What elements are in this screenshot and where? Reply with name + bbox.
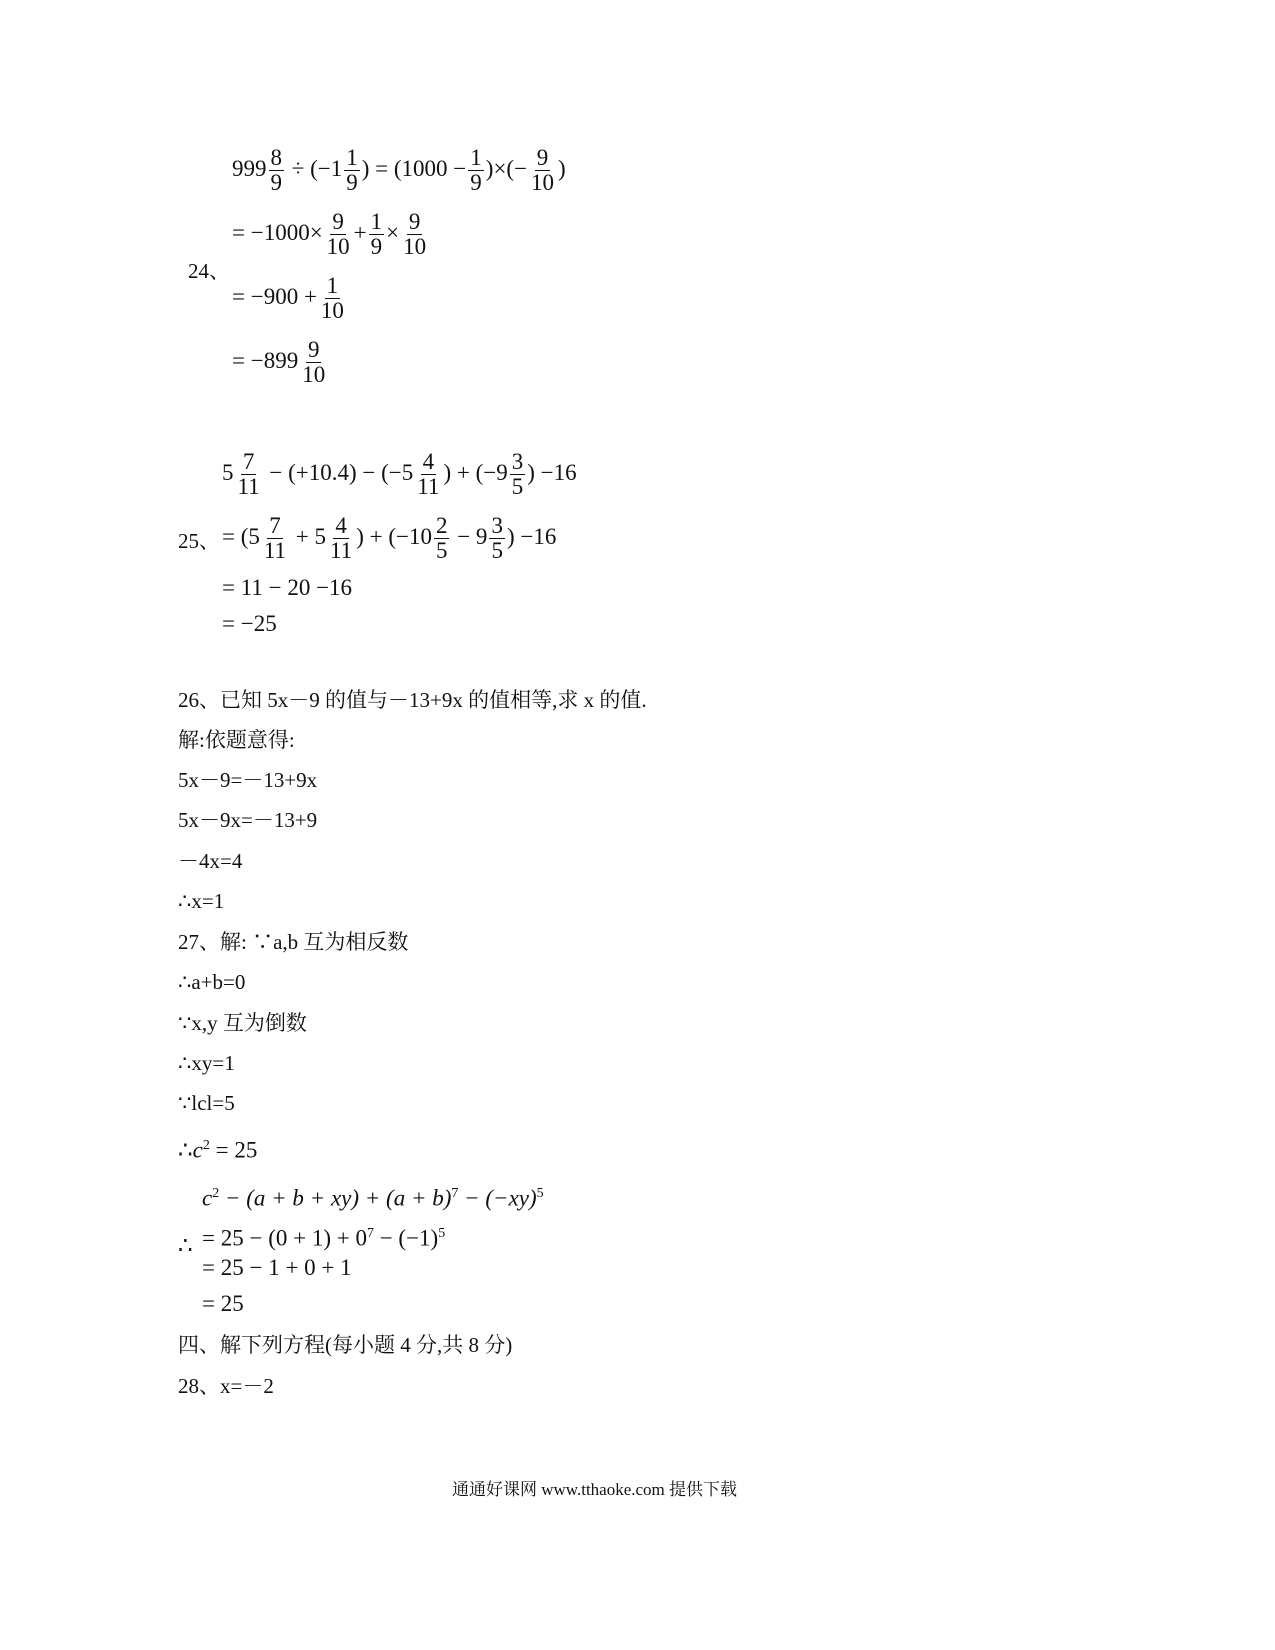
q28-answer: 28、x=－2 bbox=[178, 1374, 274, 1398]
fraction: $\frac{9}{10}$ bbox=[302, 337, 326, 387]
fraction: $\frac{1}{10}$ bbox=[320, 273, 344, 323]
fraction: $\frac{9}{10}$ bbox=[403, 209, 427, 259]
page-footer: 通通好课网 www.tthaoke.com 提供下载 bbox=[452, 1480, 738, 1499]
fraction: $\frac{1}{9}$ bbox=[346, 145, 358, 195]
q27-line: ∵x,y 互为倒数 bbox=[178, 1011, 307, 1035]
section-heading: 四、解下列方程(每小题 4 分,共 8 分) bbox=[178, 1333, 513, 1357]
q27-line: ∴xy=1 bbox=[178, 1051, 235, 1075]
fraction: $\frac{7}{11}$ bbox=[237, 449, 260, 499]
q25-line-3: = 11 − 20 −16 bbox=[222, 575, 353, 600]
fraction: $\frac{2}{5}$ bbox=[435, 513, 448, 563]
q26-line: －4x=4 bbox=[178, 849, 243, 873]
q24-line-2: = −1000× $\frac{9}{10}$ + $\frac{1}{9}$ × $\frac{9}{10}$ bbox=[232, 209, 427, 259]
fraction: $\frac{9}{10}$ bbox=[326, 209, 350, 259]
q27-line: ∴a+b=0 bbox=[178, 970, 246, 994]
q25-line-4: = −25 bbox=[222, 611, 277, 636]
q27-line: 27、解: ∵a,b 互为相反数 bbox=[178, 930, 409, 954]
q27-expr-3: = 25 − 1 + 0 + 1 bbox=[202, 1255, 352, 1280]
q25-label: 25、 bbox=[178, 529, 220, 553]
fraction: $\frac{3}{5}$ bbox=[511, 449, 524, 499]
q26-line: ∴x=1 bbox=[178, 889, 225, 913]
q26-line: 5x－9x=－13+9 bbox=[178, 808, 318, 832]
q26-line: 解:依题意得: bbox=[178, 728, 295, 752]
fraction: $\frac{1}{9}$ bbox=[370, 209, 383, 259]
q27-line: ∵lcl=5 bbox=[178, 1091, 235, 1115]
fraction: $\frac{9}{10}$ bbox=[531, 145, 555, 195]
q25-line-2: = (5 $\frac{7}{11}$ + 5 $\frac{4}{11}$ ) + (−10 $\frac{2}{5}$ − 9 $\frac{3}{5}$ ) −16 bbox=[222, 513, 557, 563]
q26-line: 5x－9=－13+9x bbox=[178, 768, 318, 792]
q26-problem: 26、已知 5x－9 的值与－13+9x 的值相等,求 x 的值. bbox=[178, 688, 647, 712]
q24-label: 24、 bbox=[188, 259, 230, 283]
q27-c-squared: $\therefore c^2 = 25$ bbox=[178, 1137, 258, 1163]
q27-expr-1: $c^2 - (a + b + xy) + (a + b)^7 - (-xy)^5$ bbox=[202, 1185, 544, 1211]
fraction: $\frac{4}{11}$ bbox=[417, 449, 440, 499]
fraction: $\frac{8}{9}$ bbox=[270, 145, 282, 195]
fraction: $\frac{4}{11}$ bbox=[330, 513, 353, 563]
q27-expr-2: = $25 - (0 + 1) + 0^7 - (-1)^5$ bbox=[202, 1225, 446, 1251]
q24-line-3: = −900 + $\frac{1}{10}$ bbox=[232, 273, 344, 323]
q24-line-4: = −899 $\frac{9}{10}$ bbox=[232, 337, 326, 387]
q24-line-1: 999 $\frac{8}{9}$ ÷ (−1 $\frac{1}{9}$ ) = (1000 − $\frac{1}{9}$ )×(− $\frac{9}{10}$ ) bbox=[232, 145, 566, 195]
fraction: $\frac{1}{9}$ bbox=[470, 145, 482, 195]
q25-line-1: 5 $\frac{7}{11}$ − (+10.4) − (−5 $\frac{4}{11}$ ) + (−9 $\frac{3}{5}$ ) −16 bbox=[222, 449, 577, 499]
q27-therefore: ∴ bbox=[178, 1233, 193, 1258]
fraction: $\frac{7}{11}$ bbox=[263, 513, 287, 563]
fraction: $\frac{3}{5}$ bbox=[491, 513, 503, 563]
q27-expr-4: = 25 bbox=[202, 1291, 244, 1316]
